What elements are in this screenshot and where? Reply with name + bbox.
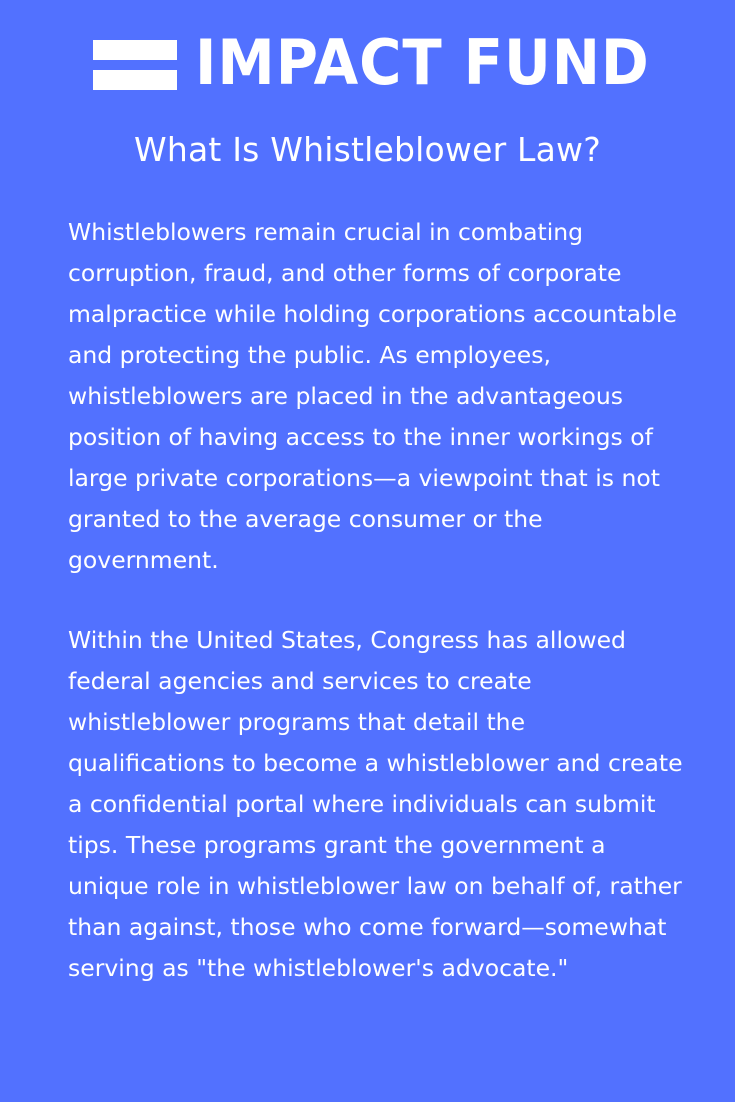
logo-bar-top (93, 40, 177, 60)
paragraph-us-programs: Within the United States, Congress has allowed federal agencies and services to create whistleblower programs that detail the qualifications to become a whistleblower and create a confidential portal where individuals can submit tips. These programs grant the government a unique role in whistleblower law on behalf of, rather than against, those who come forward—somewhat serving as "the whistleblower's advocate." (68, 626, 683, 982)
paragraph-intro: Whistleblowers remain crucial in combating corruption, fraud, and other forms of corporate malpractice while holding corporations accountable and protecting the public. As employees, whistleblowers are placed in the advantageous position of having access to the inner workings of large private corporations—a viewpoint that is not granted to the average consumer or the government. (68, 218, 677, 574)
logo-bar-bottom (93, 70, 177, 90)
logo-wordmark: IMPACT FUND (195, 26, 650, 99)
logo-bars-icon (93, 36, 177, 90)
page-title: What Is Whistleblower Law? (134, 130, 601, 169)
impact-fund-logo (93, 26, 684, 99)
